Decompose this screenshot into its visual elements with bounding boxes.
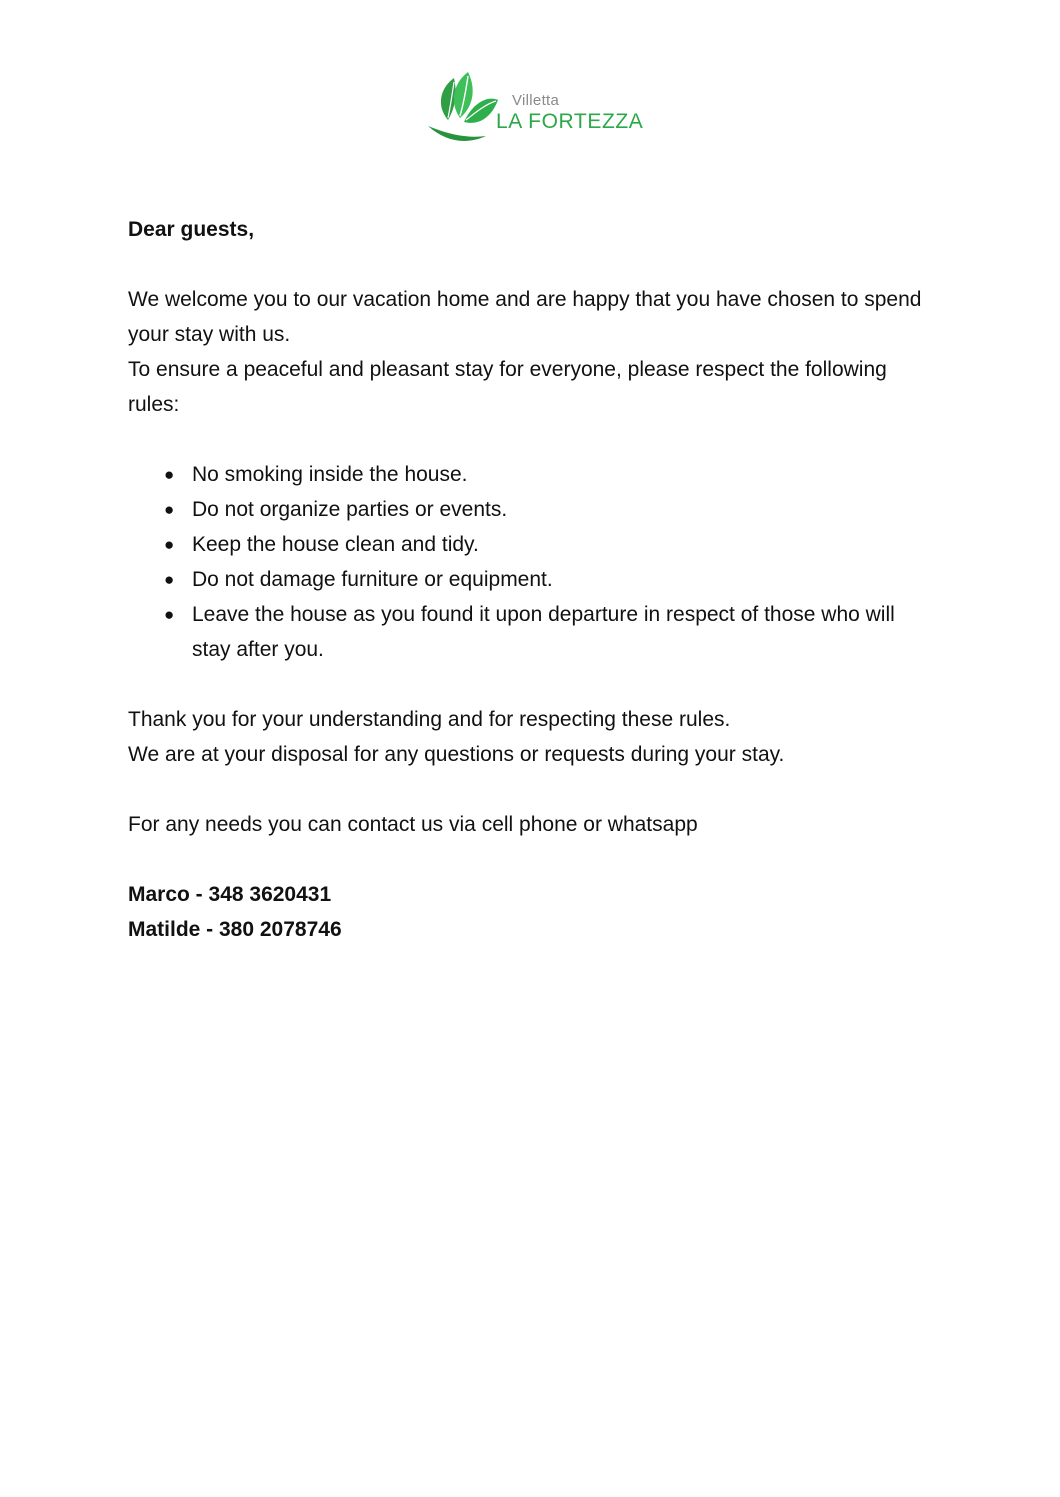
closing-paragraph-2: We are at your disposal for any questions or requests during your stay. (128, 743, 785, 766)
letter-body (128, 212, 938, 947)
list-item (128, 457, 938, 492)
bullet-icon: ● (164, 465, 175, 484)
contact-intro: For any needs you can contact us via cell phone or whatsapp (128, 813, 698, 836)
intro-paragraph-2: To ensure a peaceful and pleasant stay for everyone, please respect the following rules: (128, 358, 887, 416)
logo (424, 70, 644, 152)
bullet-icon: ● (164, 500, 175, 519)
rule-text: Do not organize parties or events. (192, 498, 508, 521)
intro-paragraph-1: We welcome you to our vacation home and are happy that you have chosen to spend your stay with us. (128, 288, 922, 346)
rule-text: Do not damage furniture or equipment. (192, 568, 553, 591)
greeting: Dear guests, (128, 218, 255, 241)
bullet-icon: ● (164, 535, 175, 554)
list-item (128, 492, 938, 527)
list-item (128, 562, 938, 597)
rules-list (128, 457, 938, 667)
list-item (128, 527, 938, 562)
contact-matilde: Matilde - 380 2078746 (128, 918, 342, 941)
bullet-icon: ● (164, 605, 175, 624)
closing-paragraph-1: Thank you for your understanding and for respecting these rules. (128, 708, 731, 731)
contacts (128, 877, 938, 947)
bullet-icon: ● (164, 570, 175, 589)
rule-text: Keep the house clean and tidy. (192, 533, 479, 556)
list-item (128, 597, 938, 667)
logo-subtitle: Villetta (512, 92, 560, 109)
leaf-icon (424, 70, 504, 152)
logo-title: LA FORTEZZA (496, 110, 644, 133)
rule-text: Leave the house as you found it upon departure in respect of those who will stay after you. (192, 603, 895, 661)
contact-marco: Marco - 348 3620431 (128, 883, 332, 906)
rule-text: No smoking inside the house. (192, 463, 468, 486)
